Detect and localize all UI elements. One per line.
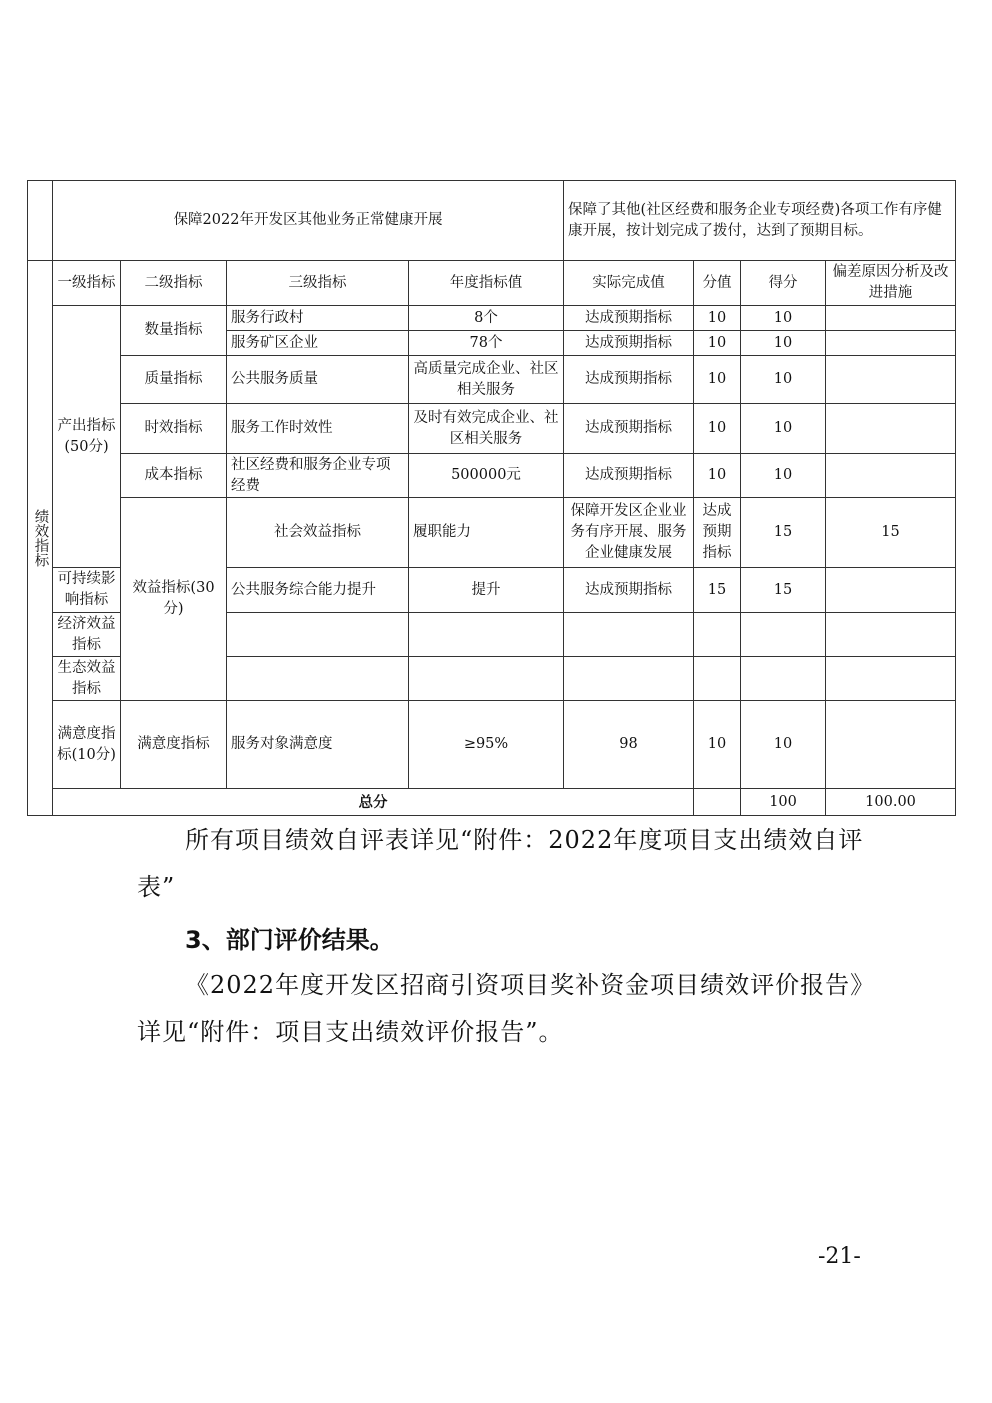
score-cell: 10 — [741, 454, 826, 498]
header-cell: 二级指标 — [121, 261, 227, 306]
note-cell — [826, 404, 956, 454]
target-cell: 500000元 — [409, 454, 564, 498]
score-cell — [741, 613, 826, 657]
note-cell — [826, 701, 956, 789]
total-weight: 100 — [741, 789, 826, 816]
weight-cell: 10 — [694, 306, 741, 331]
score-cell: 15 — [826, 498, 956, 568]
weight-cell — [694, 657, 741, 701]
note-cell — [826, 356, 956, 404]
actual-cell: 达成预期指标 — [564, 568, 694, 613]
level1-cell: 效益指标(30分) — [121, 498, 227, 701]
side-label: 绩效指标 — [28, 261, 53, 816]
weight-cell: 10 — [694, 331, 741, 356]
target-cell: 8个 — [409, 306, 564, 331]
level1-cell: 产出指标(50分) — [53, 306, 121, 568]
level2-cell: 社会效益指标 — [227, 498, 409, 568]
note-cell — [826, 613, 956, 657]
actual-cell — [694, 789, 741, 816]
level2-cell: 成本指标 — [121, 454, 227, 498]
actual-cell: 达成预期指标 — [564, 404, 694, 454]
table-row — [28, 356, 956, 404]
level2-cell: 经济效益指标 — [53, 613, 121, 657]
table-row — [28, 454, 956, 498]
weight-cell: 10 — [694, 356, 741, 404]
level2-cell: 时效指标 — [121, 404, 227, 454]
note-cell — [826, 331, 956, 356]
score-cell: 10 — [741, 404, 826, 454]
total-score: 100.00 — [826, 789, 956, 816]
table-row — [28, 498, 956, 568]
weight-cell: 10 — [694, 454, 741, 498]
level1-cell: 满意度指标(10分) — [53, 701, 121, 789]
goal-actual-cell: 保障了其他(社区经费和服务企业专项经费)各项工作有序健康开展，按计划完成了拨付，达到了预期目标。 — [564, 181, 956, 261]
score-cell: 15 — [741, 568, 826, 613]
level2-cell: 生态效益指标 — [53, 657, 121, 701]
level2-cell: 质量指标 — [121, 356, 227, 404]
level3-cell: 服务工作时效性 — [227, 404, 409, 454]
target-cell: 保障开发区企业业务有序开展、服务企业健康发展 — [564, 498, 694, 568]
level3-cell: 服务行政村 — [227, 306, 409, 331]
note-cell — [826, 657, 956, 701]
section-heading: 3、部门评价结果。 — [185, 926, 394, 954]
goal-row — [28, 181, 956, 261]
score-cell: 10 — [741, 331, 826, 356]
header-cell: 三级指标 — [227, 261, 409, 306]
paragraph-attachment: 所有项目绩效自评表详见“附件：2022年度项目支出绩效自评表” — [137, 826, 864, 901]
actual-cell: 达成预期指标 — [564, 454, 694, 498]
total-row — [28, 789, 956, 816]
level3-cell: 服务矿区企业 — [227, 331, 409, 356]
header-cell: 实际完成值 — [564, 261, 694, 306]
header-cell: 一级指标 — [53, 261, 121, 306]
performance-table — [27, 180, 956, 816]
score-cell — [741, 657, 826, 701]
actual-cell — [564, 657, 694, 701]
weight-cell: 15 — [694, 568, 741, 613]
actual-cell — [564, 613, 694, 657]
level3-cell: 服务对象满意度 — [227, 701, 409, 789]
header-cell: 分值 — [694, 261, 741, 306]
note-cell — [826, 454, 956, 498]
note-cell — [826, 568, 956, 613]
score-cell: 10 — [741, 306, 826, 331]
target-cell: 提升 — [409, 568, 564, 613]
header-cell: 偏差原因分析及改进措施 — [826, 261, 956, 306]
target-cell: ≥95% — [409, 701, 564, 789]
target-cell: 及时有效完成企业、社区相关服务 — [409, 404, 564, 454]
score-cell: 10 — [741, 356, 826, 404]
weight-cell: 10 — [694, 404, 741, 454]
level3-cell: 履职能力 — [409, 498, 564, 568]
level2-cell: 可持续影响指标 — [53, 568, 121, 613]
score-cell: 10 — [741, 701, 826, 789]
table-row — [28, 701, 956, 789]
table-row — [28, 404, 956, 454]
level3-cell: 社区经费和服务企业专项经费 — [227, 454, 409, 498]
total-label: 总分 — [53, 789, 694, 816]
level2-cell: 数量指标 — [121, 306, 227, 356]
target-cell: 78个 — [409, 331, 564, 356]
weight-cell: 10 — [694, 701, 741, 789]
actual-cell: 达成预期指标 — [564, 356, 694, 404]
note-cell — [826, 306, 956, 331]
actual-cell: 达成预期指标 — [694, 498, 741, 568]
target-cell: 高质量完成企业、社区相关服务 — [409, 356, 564, 404]
target-cell — [409, 613, 564, 657]
header-cell: 得分 — [741, 261, 826, 306]
level2-cell: 满意度指标 — [121, 701, 227, 789]
blank-cell — [28, 181, 53, 261]
goal-cell: 保障2022年开发区其他业务正常健康开展 — [53, 181, 564, 261]
page-number: -21- — [818, 1244, 861, 1269]
header-row — [28, 261, 956, 306]
level3-cell — [227, 613, 409, 657]
actual-cell: 达成预期指标 — [564, 306, 694, 331]
actual-cell: 98 — [564, 701, 694, 789]
header-cell: 年度指标值 — [409, 261, 564, 306]
level3-cell — [227, 657, 409, 701]
table-row — [28, 306, 956, 331]
weight-cell: 15 — [741, 498, 826, 568]
target-cell — [409, 657, 564, 701]
weight-cell — [694, 613, 741, 657]
actual-cell: 达成预期指标 — [564, 331, 694, 356]
paragraph-evaluation: 《2022年度开发区招商引资项目奖补资金项目绩效评价报告》详见“附件：项目支出绩效评价报告”。 — [137, 971, 864, 1046]
level3-cell: 公共服务综合能力提升 — [227, 568, 409, 613]
level3-cell: 公共服务质量 — [227, 356, 409, 404]
